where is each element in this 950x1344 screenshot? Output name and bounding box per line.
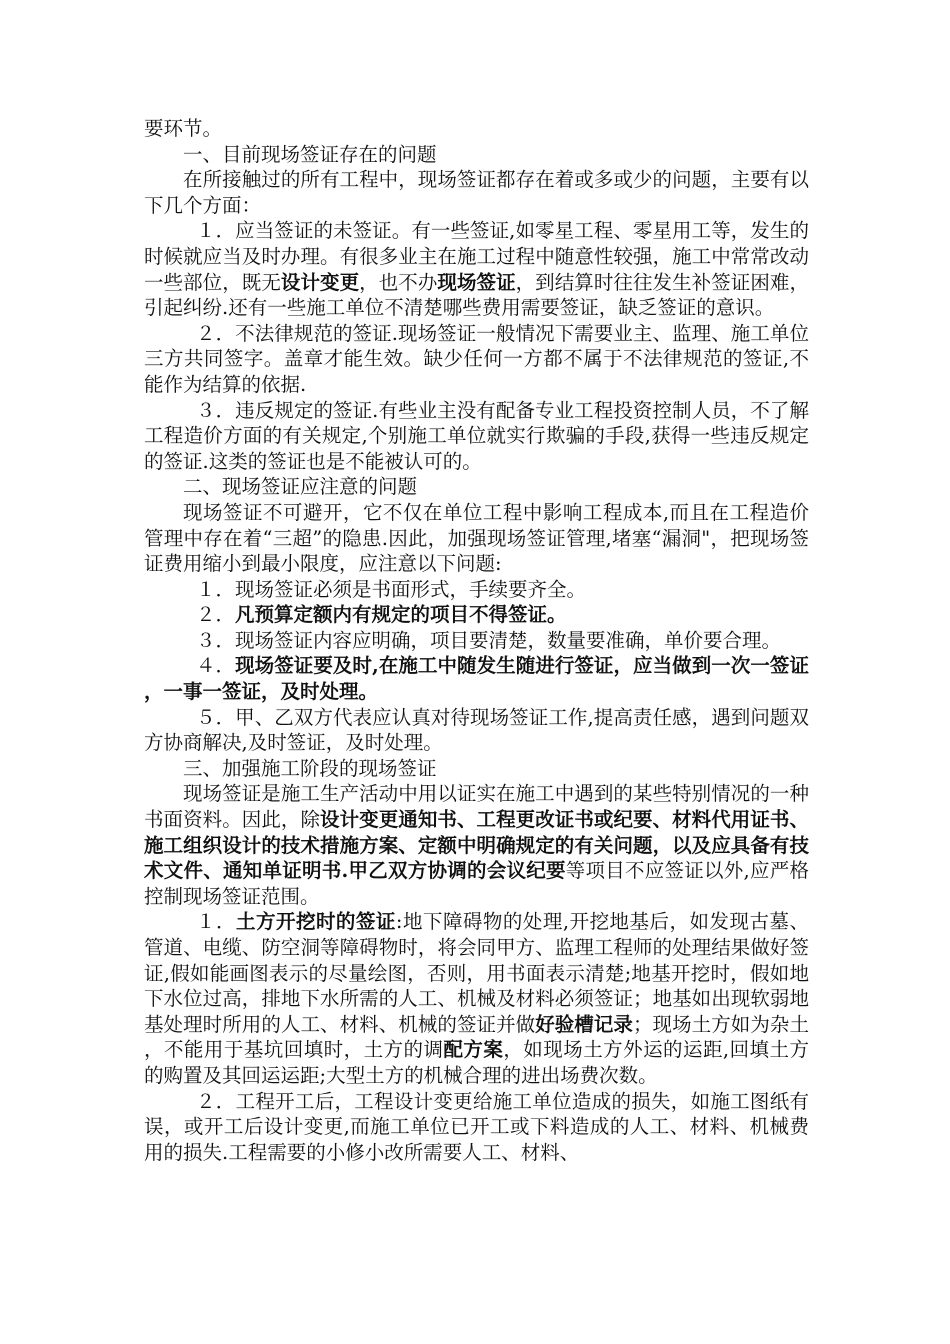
paragraph-11	[144, 628, 809, 654]
text-run: 要环节。	[144, 117, 223, 140]
bold-text-run: 配方案	[443, 1038, 504, 1062]
text-run: 现场签证是施工生产活动中用以证实在施工中遇到的某些特别情况的一种书面资料。因此，除	[144, 782, 809, 832]
paragraph-10	[144, 602, 809, 628]
paragraph-1	[144, 116, 809, 142]
paragraph-7	[144, 474, 809, 500]
paragraph-6	[144, 398, 809, 475]
text-run: １．	[196, 910, 236, 934]
bold-text-run: 现场签证要及时,在施工中随发生随进行签证，应当做到一次一签证，一事一签证，及时处理。	[144, 654, 809, 704]
text-run: ３．违反规定的签证.有些业主没有配备专业工程投资控制人员，不了解工程造价方面的有关规定,个别施工单位就实行欺骗的手段,获得一些违反规定的签证.这类的签证也是不能被认可的。	[144, 398, 809, 473]
text-run: 二、现场签证应注意的问题	[183, 475, 418, 499]
document-page	[144, 116, 809, 1165]
bold-text-run: 好验槽记录	[535, 1012, 633, 1036]
text-run: ；现场土方如为杂土，不能用于基坑回填时，土方的调	[144, 1012, 809, 1062]
text-run: 一、目前现场签证存在的问题	[183, 142, 437, 166]
bold-text-run: 凡预算定额内有规定的项目不得签证。	[235, 603, 567, 627]
text-run: :地下障碍物的处理,开挖地基后，如发现古墓、管道、电缆、防空洞等障碍物时，将会同甲方、监理工程师的处理结果做好签证,假如能画图表示的尽量绘图，否则，用书面表示清楚;地基开挖时，假如地下水位过高，排地下水所需的人工、机械及材料必须签证；地基如出现软弱地基处理时所用的人工、材料、机械的签证并做	[144, 910, 809, 1036]
text-run: ４．	[196, 654, 236, 678]
text-run: 现场签证不可避开，它不仅在单位工程中影响工程成本,而且在工程造价管理中存在着“三超”的隐患.因此，加强现场签证管理,堵塞“漏洞"，把现场签证费用缩小到最小限度，应注意以下问题:	[144, 500, 809, 576]
text-run: 在所接触过的所有工程中，现场签证都存在着或多或少的问题，主要有以下几个方面：	[144, 168, 809, 217]
paragraph-3	[144, 167, 809, 218]
text-run: 等项目不应签证以外,应严格控制现场签证范围。	[144, 859, 809, 908]
bold-text-run: 设计变更	[280, 270, 360, 294]
text-run: ，到结算时往往发生补签证困难，引起纠纷.还有一些施工单位不清楚哪些费用需要签证，缺乏签证的意识。	[144, 270, 809, 320]
text-run: 三、加强施工阶段的现场签证	[183, 756, 437, 780]
paragraph-2	[144, 142, 809, 168]
text-run: ３．现场签证内容应明确，项目要清楚，数量要准确，单价要合理。	[196, 628, 782, 652]
paragraph-17	[144, 1089, 809, 1166]
paragraph-16	[144, 909, 809, 1088]
paragraph-5	[144, 321, 809, 398]
text-run: ２．	[196, 603, 236, 627]
text-run: １．应当签证的未签证。有一些签证,如零星工程、零星用工等，发生的时候就应当及时办理。有很多业主在施工过程中随意性较强，施工中常常改动一些部位，既无	[144, 219, 809, 294]
paragraph-15	[144, 781, 809, 909]
paragraph-13	[144, 705, 809, 756]
bold-text-run: 设计变更通知书、工程更改证书或纪要、材料代用证书、施工组织设计的技术措施方案、定额中明确规定的有关问题，以及应具备有技术文件、通知单证明书.甲乙双方协调的会议纪要	[144, 808, 809, 883]
paragraph-4	[144, 218, 809, 320]
text-run: ，如现场土方外运的运距,回填土方的购置及其回运运距;大型土方的机械合理的进出场费次数。	[144, 1038, 809, 1087]
text-run: ２．工程开工后，工程设计变更给施工单位造成的损失，如施工图纸有误，或开工后设计变更,而施工单位已开工或下料造成的人工、材料、机械费用的损失.工程需要的小修小改所需要人工、材料、	[144, 1089, 809, 1164]
text-run: ５．甲、乙双方代表应认真对待现场签证工作,提高责任感，遇到问题双方协商解决,及时签证，及时处理。	[144, 705, 809, 755]
paragraph-12	[144, 653, 809, 704]
text-run: ２．不法律规范的签证.现场签证一般情况下需要业主、监理、施工单位三方共同签字。盖章才能生效。缺少任何一方都不属于不法律规范的签证,不能作为结算的依据.	[144, 321, 809, 396]
text-run: ，也不办	[359, 270, 438, 294]
bold-text-run: 土方开挖时的签证	[235, 910, 396, 934]
paragraph-8	[144, 500, 809, 577]
text-run: １．现场签证必须是书面形式，手续要齐全。	[196, 577, 587, 601]
paragraph-14	[144, 756, 809, 782]
paragraph-9	[144, 577, 809, 603]
bold-text-run: 现场签证	[437, 270, 516, 294]
